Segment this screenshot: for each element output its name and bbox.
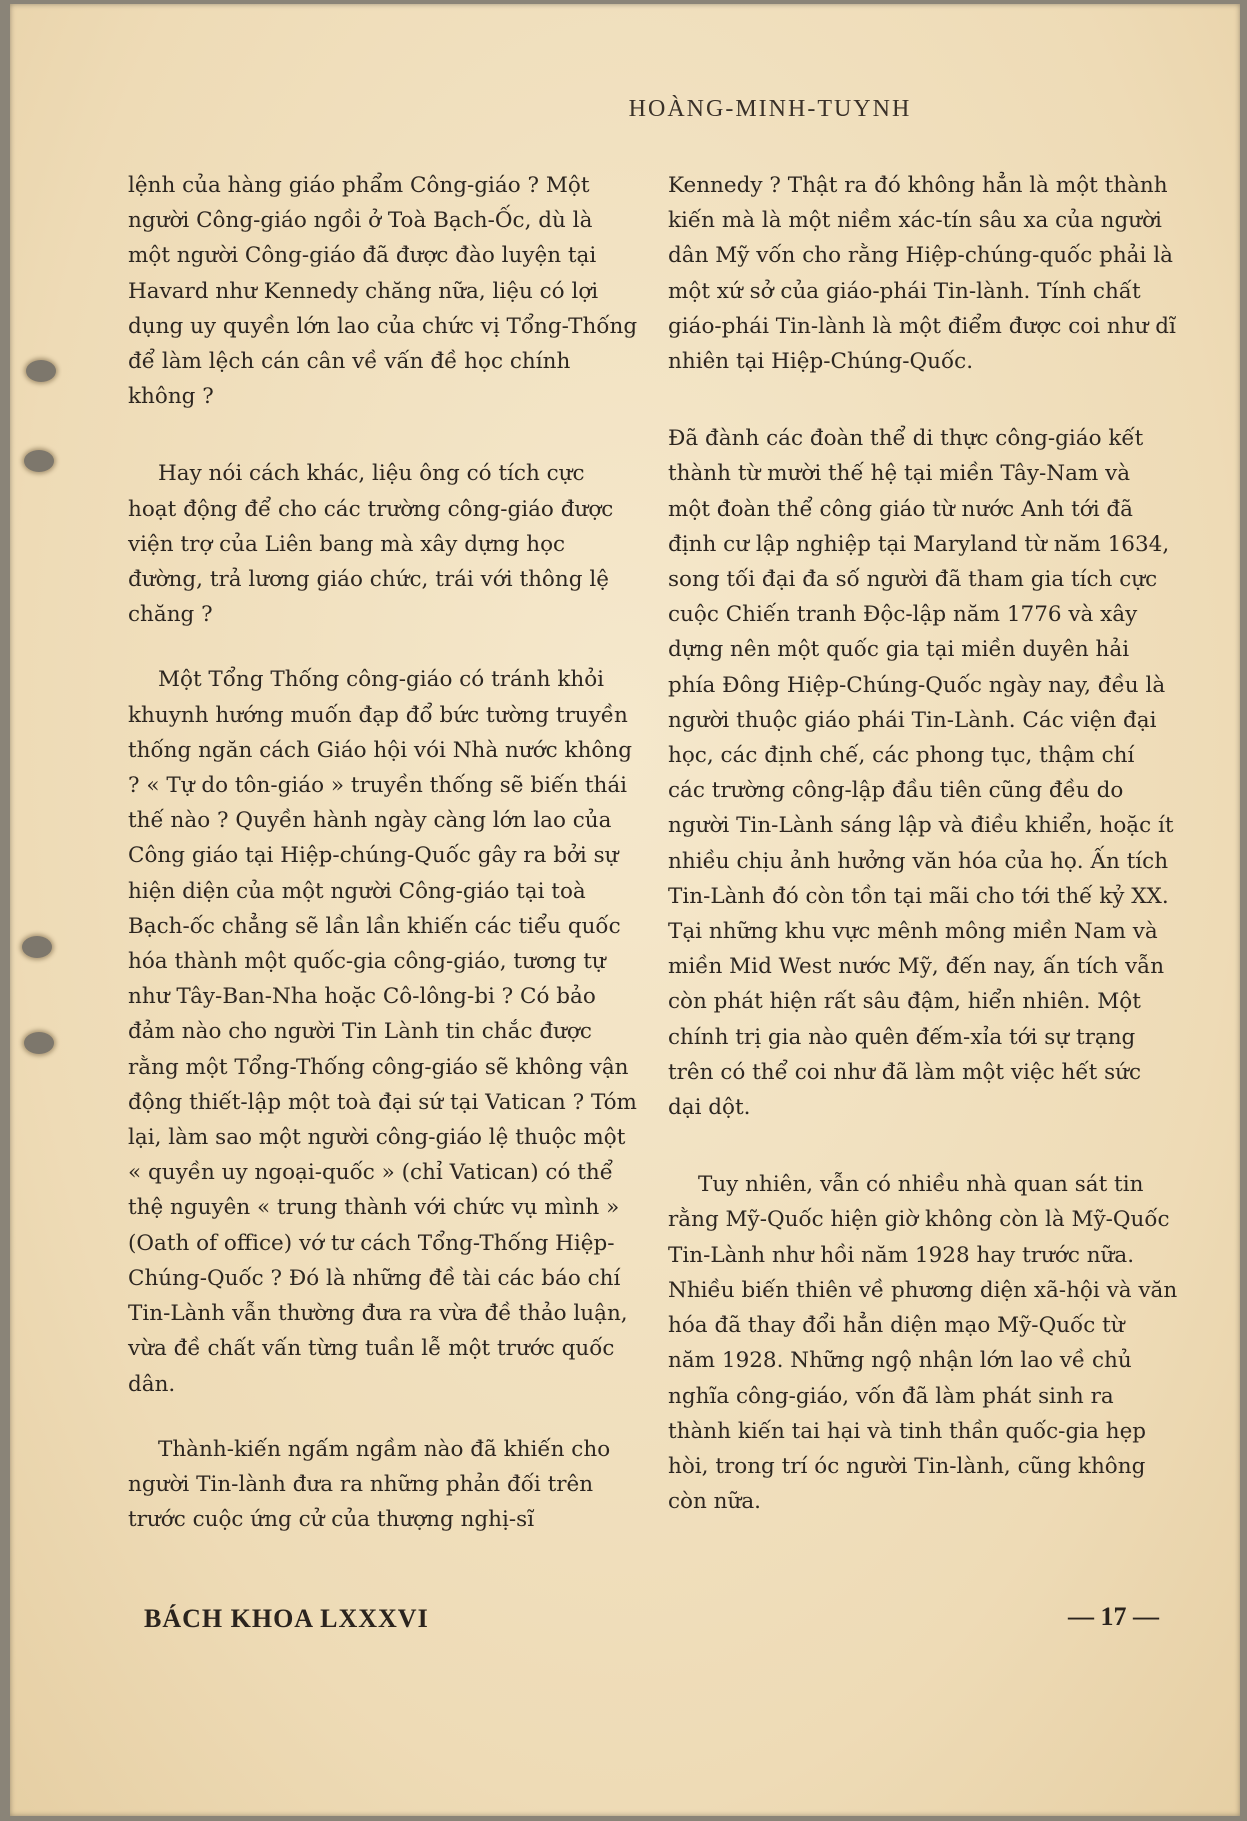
binding-hole-1 xyxy=(26,360,56,382)
left-column xyxy=(128,168,638,1537)
right-column xyxy=(668,168,1178,1519)
magazine-name: BÁCH KHOA LXXXVI xyxy=(144,1604,429,1633)
binding-hole-4 xyxy=(24,1032,54,1054)
binding-hole-3 xyxy=(22,936,52,958)
left-paragraph-3: Một Tổng Thống công-giáo có tránh khỏi khuynh hướng muốn đạp đổ bức tường truyền thống ngăn cách Giáo hội vói Nhà nước không ? « Tự do tôn-giáo » truyền thống sẽ biến thái thế nào ? Quyền hành ngày càng lớn lao của Công giáo tại Hiệp-chúng-Quốc gây ra bởi sự hiện diện của một người Công-giáo tại toà Bạch-ốc chẳng sẽ lần lần khiến các tiểu quốc hóa thành một quốc-gia công-giáo, tương tự như Tây-Ban-Nha hoặc Cô-lông-bi ? Có bảo đảm nào cho người Tin Lành tin chắc được rằng một Tổng-Thống công-giáo sẽ không vận động thiết-lập một toà đại sứ tại Vatican ? Tóm lại, làm sao một người công-giáo lệ thuộc một « quyền uy ngoại-quốc » (chỉ Vatican) có thể thệ nguyên « trung thành với chức vụ mình » (Oath of office) vớ tư cách Tổng-Thống Hiệp-Chúng-Quốc ? Đó là những đề tài các báo chí Tin-Lành vẫn thường đưa ra vừa đề thảo luận, vừa đề chất vấn từng tuần lễ một trước quốc dân. xyxy=(128,667,637,1397)
binding-hole-2 xyxy=(24,450,54,472)
document-page xyxy=(10,4,1240,1816)
right-paragraph-3: Tuy nhiên, vẫn có nhiều nhà quan sát tin rằng Mỹ-Quốc hiện giờ không còn là Mỹ-Quốc Tin-Lành như hồi năm 1928 hay trước nữa. Nhiều biến thiên về phương diện xã-hội và văn hóa đã thay đổi hẳn diện mạo Mỹ-Quốc từ năm 1928. Những ngộ nhận lớn lao về chủ nghĩa công-giáo, vốn đã làm phát sinh ra thành kiến tai hại và tinh thần quốc-gia hẹp hòi, trong trí óc người Tin-lành, cũng không còn nữa. xyxy=(668,1172,1178,1515)
page-number: — 17 — xyxy=(1068,1602,1159,1631)
left-paragraph-4: Thành-kiến ngấm ngầm nào đã khiến cho người Tin-lành đưa ra những phản đối trên trước cuộc ứng cử của thượng nghị-sĩ xyxy=(128,1436,611,1533)
left-paragraph-2: Hay nói cách khác, liệu ông có tích cực hoạt động để cho các trường công-giáo được viện trợ của Liên bang mà xây dựng học đường, trả lương giáo chức, trái với thông lệ chăng ? xyxy=(128,461,614,628)
right-paragraph-2: Đã đành các đoàn thể di thực công-giáo kết thành từ mười thế hệ tại miền Tây-Nam và một đoàn thể công giáo từ nước Anh tới đã định cư lập nghiệp tại Maryland từ năm 1634, song tối đại đa số người đã tham gia tích cực cuộc Chiến tranh Độc-lập năm 1776 và xây dựng nên một quốc gia tại miền duyên hải phía Đông Hiệp-Chúng-Quốc ngày nay, đều là người thuộc giáo phái Tin-Lành. Các viện đại học, các định chế, các phong tục, thậm chí các trường công-lập đầu tiên cũng đều do người Tin-Lành sáng lập và điều khiển, hoặc ít nhiều chịu ảnh hưởng văn hóa của họ. Ấn tích Tin-Lành đó còn tồn tại mãi cho tới thế kỷ XX. Tại những khu vực mênh mông miền Nam và miền Mid West nước Mỹ, đến nay, ấn tích vẫn còn phát hiện rất sâu đậm, hiển nhiên. Một chính trị gia nào quên đếm-xỉa tới sự trạng trên có thể coi như đã làm một việc hết sức dại dột. xyxy=(668,426,1174,1121)
right-paragraph-1: Kennedy ? Thật ra đó không hẳn là một thành kiến mà là một niềm xác-tín sâu xa của người dân Mỹ vốn cho rằng Hiệp-chúng-quốc phải là một xứ sở của giáo-phái Tin-lành. Tính chất giáo-phái Tin-lành là một điểm được coi như dĩ nhiên tại Hiệp-Chúng-Quốc. xyxy=(668,173,1176,375)
running-head: HOÀNG-MINH-TUYNH xyxy=(628,96,912,122)
left-paragraph-1: lệnh của hàng giáo phẩm Công-giáo ? Một người Công-giáo ngồi ở Toà Bạch-Ốc, dù là một người Công-giáo đã được đào luyện tại Havard như Kennedy chăng nữa, liệu có lợi dụng uy quyền lớn lao của chức vị Tổng-Thống để làm lệch cán cân về vấn đề học chính không ? xyxy=(128,173,638,410)
